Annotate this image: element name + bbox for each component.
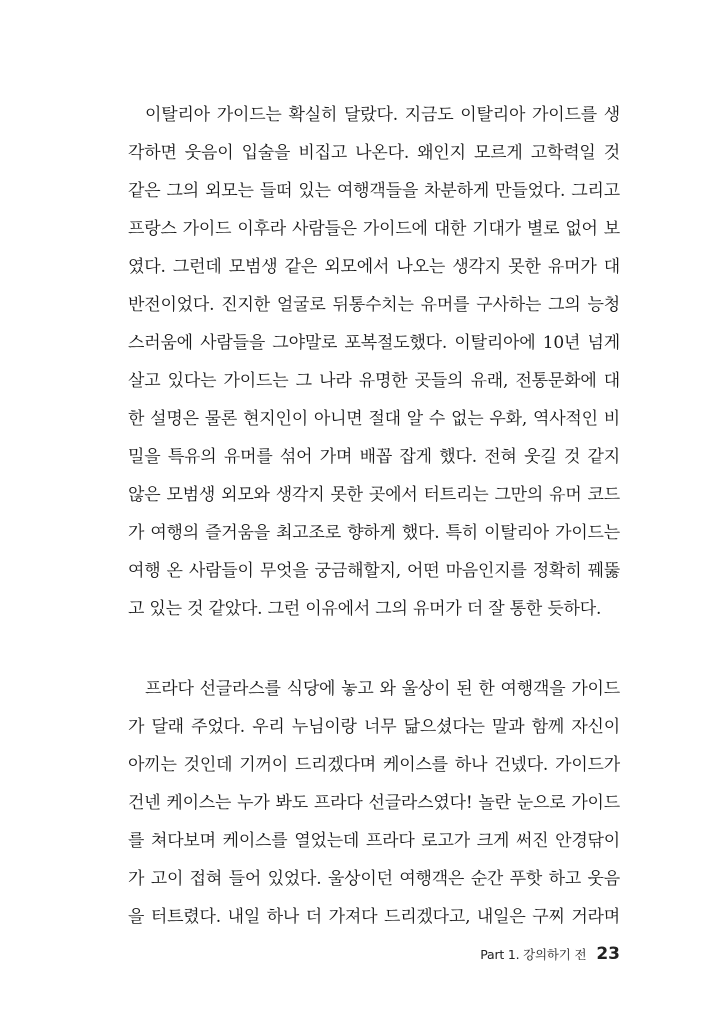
text-line: 였다. 그런데 모범생 같은 외모에서 나오는 생각지 못한 유머가 대 bbox=[128, 257, 620, 277]
text-line: 같은 그의 외모는 들떠 있는 여행객들을 차분하게 만들었다. 그리고 bbox=[128, 181, 620, 201]
text-line: 을 터트렸다. 내일 하나 더 가져다 드리겠다고, 내일은 구찌 거라며 bbox=[128, 907, 620, 927]
text-line: 각하면 웃음이 입술을 비집고 나온다. 왜인지 모르게 고학력일 것 bbox=[128, 143, 620, 163]
text-line: 한 설명은 물론 현지인이 아니면 절대 알 수 없는 우화, 역사적인 비 bbox=[128, 409, 620, 429]
text-line: 스러움에 사람들을 그야말로 포복절도했다. 이탈리아에 10년 넘게 bbox=[128, 333, 620, 353]
text-line: 여행 온 사람들이 무엇을 궁금해할지, 어떤 마음인지를 정확히 꿰뚫 bbox=[128, 561, 620, 581]
text-line: 프라다 선글라스를 식당에 놓고 와 울상이 된 한 여행객을 가이드 bbox=[145, 679, 620, 699]
text-line: 이탈리아 가이드는 확실히 달랐다. 지금도 이탈리아 가이드를 생 bbox=[145, 105, 620, 125]
page-number: 23 bbox=[596, 944, 620, 964]
text-line: 아끼는 것인데 기꺼이 드리겠다며 케이스를 하나 건넸다. 가이드가 bbox=[128, 755, 620, 775]
text-line: 프랑스 가이드 이후라 사람들은 가이드에 대한 기대가 별로 없어 보 bbox=[128, 219, 620, 239]
text-line: 않은 모범생 외모와 생각지 못한 곳에서 터트리는 그만의 유머 코드 bbox=[128, 485, 620, 505]
running-footer-label: Part 1. 강의하기 전 bbox=[480, 947, 587, 962]
text-line: 살고 있다는 가이드는 그 나라 유명한 곳들의 유래, 전통문화에 대 bbox=[128, 371, 620, 391]
text-line: 고 있는 것 같았다. 그런 이유에서 그의 유머가 더 잘 통한 듯하다. bbox=[128, 599, 602, 619]
book-page-body bbox=[128, 96, 620, 936]
text-line: 밀을 특유의 유머를 섞어 가며 배꼽 잡게 했다. 전혀 웃길 것 같지 bbox=[128, 447, 620, 467]
text-line: 가 여행의 즐거움을 최고조로 향하게 했다. 특히 이탈리아 가이드는 bbox=[128, 523, 620, 543]
text-line: 가 달래 주었다. 우리 누님이랑 너무 닮으셨다는 말과 함께 자신이 bbox=[128, 717, 620, 737]
text-line: 반전이었다. 진지한 얼굴로 뒤통수치는 유머를 구사하는 그의 능청 bbox=[128, 295, 620, 315]
text-line: 를 쳐다보며 케이스를 열었는데 프라다 로고가 크게 써진 안경닦이 bbox=[128, 831, 620, 851]
page-footer bbox=[480, 944, 620, 964]
text-line: 가 고이 접혀 들어 있었다. 울상이던 여행객은 순간 푸핫 하고 웃음 bbox=[128, 869, 620, 889]
text-line: 건넨 케이스는 누가 봐도 프라다 선글라스였다! 놀란 눈으로 가이드 bbox=[128, 793, 620, 813]
paragraph-1 bbox=[128, 96, 620, 628]
paragraph-spacer bbox=[128, 628, 620, 670]
paragraph-2 bbox=[128, 670, 620, 936]
